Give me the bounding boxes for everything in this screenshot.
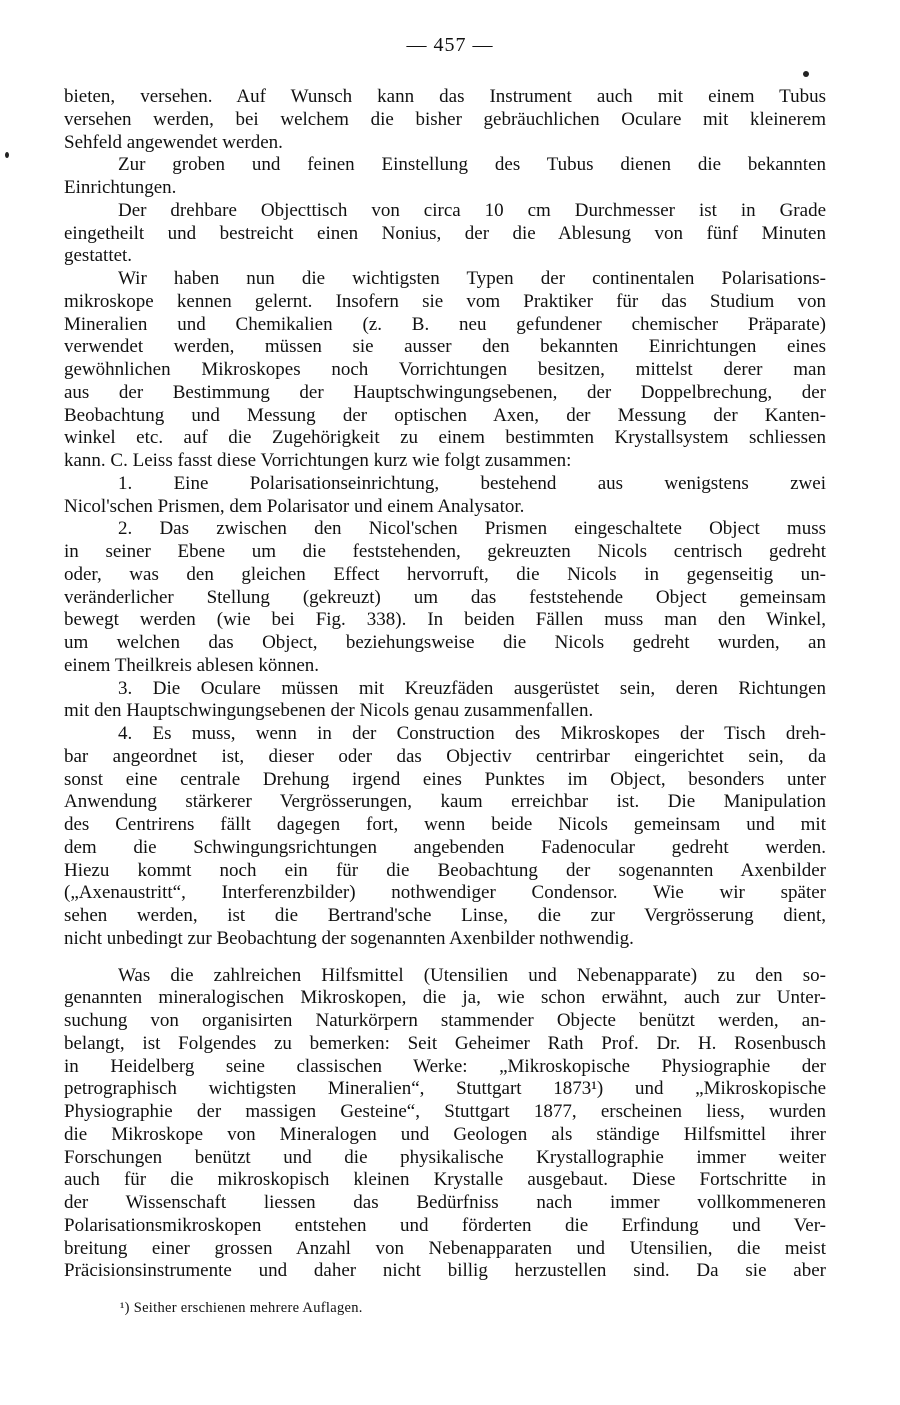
text-line: versehen werden, bei welchem die bisher gebräuchlichen Oculare mit kleinerem — [64, 108, 826, 130]
text-line: veränderlicher Stellung (gekreuzt) um das feststehende Object gemeinsam — [64, 586, 826, 608]
text-line: aus der Bestimmung der Hauptschwingungsebenen, der Doppelbrechung, der — [64, 381, 826, 403]
text-line: einem Theilkreis ablesen können. — [64, 654, 320, 676]
text-line: breitung einer grossen Anzahl von Nebenapparaten und Utensilien, die meist — [64, 1237, 826, 1259]
page-number: — 457 — — [406, 34, 494, 56]
text-line: 4. Es muss, wenn in der Construction des Mikroskopes der Tisch dreh- — [118, 723, 826, 744]
paragraph — [64, 965, 826, 1284]
paragraph — [64, 200, 826, 268]
text-line: 3. Die Oculare müssen mit Kreuzfäden ausgerüstet sein, deren Richtungen — [118, 677, 826, 699]
paragraph — [64, 154, 826, 200]
text-line: winkel etc. auf die Zugehörigkeit zu einem bestimmten Krystallsystem schliessen — [64, 427, 826, 449]
text-line: Sehfeld angewendet werden. — [64, 131, 283, 153]
text-line: Was die zahlreichen Hilfsmittel (Utensilien und Nebenapparate) zu den so- — [118, 964, 826, 986]
text-line: gewöhnlichen Mikroskopes noch Vorrichtungen besitzen, mittelst derer man — [64, 359, 826, 380]
text-line: die Mikroskope von Mineralogen und Geologen als ständige Hilfsmittel ihrer — [64, 1123, 826, 1145]
text-line: um welchen das Object, beziehungsweise die Nicols gedreht wurden, an — [64, 632, 826, 653]
text-line: Polarisationsmikroskopen entstehen und förderten die Erfindung und Ver- — [64, 1214, 826, 1236]
text-line: Nicol'schen Prismen, dem Polarisator und einem Analysator. — [64, 495, 525, 517]
text-line: genannten mineralogischen Mikroskopen, die ja, wie schon erwähnt, auch zur Unter- — [64, 987, 826, 1009]
paragraph — [64, 518, 826, 677]
text-line: in seiner Ebene um die feststehenden, gekreuzten Nicols centrisch gedreht — [64, 541, 826, 562]
text-line: verwendet werden, müssen sie ausser den bekannten Einrichtungen eines — [64, 336, 826, 358]
print-speck — [803, 71, 809, 77]
paragraph — [64, 473, 826, 519]
body-text — [64, 86, 826, 1283]
text-line: in Heidelberg seine classischen Werke: „Mikroskopische Physiographie der — [64, 1055, 826, 1077]
paragraph-gap — [64, 951, 826, 965]
text-line: mikroskope kennen gelernt. Insofern sie vom Praktiker für das Studium von — [64, 290, 826, 312]
footnote: ¹) Seither erschienen mehrere Auflagen. — [120, 1300, 363, 1316]
text-line: („Axenaustritt“, Interferenzbilder) nothwendiger Condensor. Wie wir später — [64, 882, 826, 904]
text-line: belangt, ist Folgendes zu bemerken: Seit Geheimer Rath Prof. Dr. H. Rosenbusch — [64, 1032, 826, 1054]
text-line: dem die Schwingungsrichtungen angebenden Fadenocular gedreht werden. — [64, 836, 826, 858]
text-line: gestattet. — [64, 245, 133, 267]
text-line: auch für die mikroskopisch kleinen Krystalle ausgebaut. Diese Fortschritte in — [64, 1169, 826, 1191]
text-line: kann. C. Leiss fasst diese Vorrichtungen kurz wie folgt zusammen: — [64, 450, 572, 471]
text-line: suchung von organisirten Naturkörpern stammender Objecte benützt werden, an- — [64, 1010, 826, 1031]
text-line: Mineralien und Chemikalien (z. B. neu gefundener chemischer Präparate) — [64, 313, 826, 335]
text-line: Anwendung stärkerer Vergrösserungen, kaum erreichbar ist. Die Manipulation — [64, 791, 826, 813]
text-line: sehen werden, ist die Bertrand'sche Linse, die zur Vergrösserung dient, — [64, 905, 826, 926]
paragraph — [64, 268, 826, 473]
text-line: der Wissenschaft liessen das Bedürfniss nach immer vollkommeneren — [64, 1192, 826, 1213]
text-line: bieten, versehen. Auf Wunsch kann das Instrument auch mit einem Tubus — [64, 86, 826, 107]
text-line: Wir haben nun die wichtigsten Typen der continentalen Polarisations- — [118, 268, 826, 289]
text-line: Zur groben und feinen Einstellung des Tubus dienen die bekannten — [118, 154, 826, 176]
text-line: 2. Das zwischen den Nicol'schen Prismen eingeschaltete Object muss — [118, 518, 826, 540]
text-line: bar angeordnet ist, dieser oder das Objectiv centrirbar eingerichtet sein, da — [64, 745, 826, 767]
print-speck — [5, 152, 9, 158]
text-line: mit den Hauptschwingungsebenen der Nicols genau zusammenfallen. — [64, 700, 594, 722]
text-line: Forschungen benützt und die physikalische Krystallographie immer weiter — [64, 1146, 826, 1168]
text-line: petrographisch wichtigsten Mineralien“, Stuttgart 1873¹) und „Mikroskopische — [64, 1078, 826, 1100]
text-line: 1. Eine Polarisationseinrichtung, bestehend aus wenigstens zwei — [118, 472, 826, 494]
text-line: des Centrirens fällt dagegen fort, wenn beide Nicols gemeinsam und mit — [64, 814, 826, 835]
text-line: Beobachtung und Messung der optischen Axen, der Messung der Kanten- — [64, 404, 826, 426]
text-line: Präcisionsinstrumente und daher nicht billig herzustellen sind. Da sie aber — [64, 1260, 826, 1282]
text-line: bewegt werden (wie bei Fig. 338). In beiden Fällen muss man den Winkel, — [64, 609, 826, 631]
paragraph — [64, 678, 826, 724]
text-line: nicht unbedingt zur Beobachtung der sogenannten Axenbilder nothwendig. — [64, 927, 634, 949]
text-line: sonst eine centrale Drehung irgend eines Punktes im Object, besonders unter — [64, 768, 826, 790]
text-line: oder, was den gleichen Effect hervorruft, die Nicols in gegenseitig un- — [64, 563, 826, 585]
text-line: Der drehbare Objecttisch von circa 10 cm Durchmesser ist in Grade — [118, 199, 826, 221]
text-line: eingetheilt und bestreicht einen Nonius, der die Ablesung von fünf Minuten — [64, 222, 826, 244]
paragraph — [64, 86, 826, 154]
paragraph — [64, 723, 826, 951]
text-line: Physiographie der massigen Gesteine“, Stuttgart 1877, erscheinen liess, wurden — [64, 1101, 826, 1122]
text-line: Einrichtungen. — [64, 177, 177, 198]
text-line: Hiezu kommt noch ein für die Beobachtung der sogenannten Axenbilder — [64, 859, 826, 881]
